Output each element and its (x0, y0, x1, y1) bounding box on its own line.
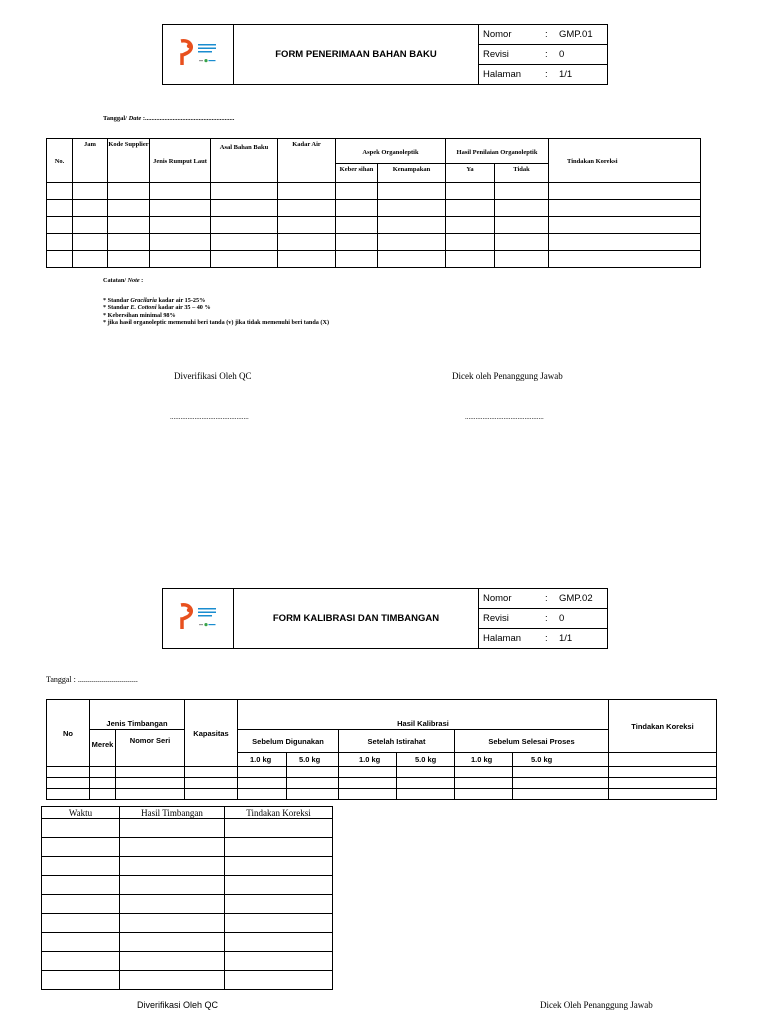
form2-weighing-table (41, 806, 333, 990)
form2-title: FORM KALIBRASI DAN TIMBANGAN (234, 589, 479, 649)
col-kebersihan: Keber sihan (336, 164, 378, 183)
table-row[interactable] (47, 767, 717, 778)
form2-date-field[interactable]: Tanggal : .............................. (46, 675, 138, 684)
col-waktu: Waktu (42, 807, 120, 819)
col-kapasitas: Kapasitas (185, 700, 238, 767)
form1-table (46, 138, 701, 268)
form1-revisi: Revisi : 0 (479, 45, 608, 65)
form1-verified-label: Diverifikasi Oleh QC (174, 371, 252, 381)
table-row[interactable] (42, 933, 333, 952)
company-logo-icon (173, 599, 223, 633)
form1-verified-signature[interactable]: ............................................. (170, 413, 249, 421)
table-row[interactable] (42, 876, 333, 895)
form1-logo-cell (163, 25, 234, 85)
col-selesai: Sebelum Selesai Proses (455, 730, 609, 753)
col-no: No (47, 700, 90, 767)
col-kadar-air: Kadar Air (278, 139, 336, 183)
col-tindakan: Tindakan Koreksi (225, 807, 333, 819)
col-hasil-kalibrasi: Hasil Kalibrasi (238, 700, 609, 730)
table-row[interactable] (47, 789, 717, 800)
col-no: No. (47, 139, 73, 183)
col-setelah: Setelah Istirahat (339, 730, 455, 753)
col-jenis: Jenis Rumput Laut (150, 139, 211, 183)
form1-halaman: Halaman : 1/1 (479, 65, 608, 85)
col-w5: 5.0 kg (513, 753, 609, 767)
col-tindakan: Tindakan Koreksi (549, 139, 701, 183)
col-sebelum: Sebelum Digunakan (238, 730, 339, 753)
col-nomor-seri: Nomor Seri (116, 730, 185, 767)
table-row[interactable] (47, 234, 701, 251)
col-jenis-timbangan: Jenis Timbangan (90, 700, 185, 730)
col-w5: 5.0 kg (397, 753, 455, 767)
col-hasil-timbangan: Hasil Timbangan (120, 807, 225, 819)
form1-header (162, 24, 608, 85)
form2-table (46, 699, 717, 800)
form2-verified-label: Diverifikasi Oleh QC (137, 1000, 219, 1010)
form1-checked-label: Dicek oleh Penanggung Jawab (452, 371, 563, 381)
col-w5: 5.0 kg (287, 753, 339, 767)
col-w1: 1.0 kg (339, 753, 397, 767)
table-row[interactable] (42, 895, 333, 914)
table-row[interactable] (47, 778, 717, 789)
form2-logo-cell (163, 589, 234, 649)
col-aspek: Aspek Organoleptik (336, 139, 446, 164)
col-w1: 1.0 kg (455, 753, 513, 767)
table-row[interactable] (47, 251, 701, 268)
form1-date-field[interactable]: Tanggal/ Date :....................................................... (103, 115, 235, 122)
table-row[interactable] (42, 838, 333, 857)
form2-nomor: Nomor : GMP.02 (479, 589, 608, 609)
form1-nomor: Nomor : GMP.01 (479, 25, 608, 45)
form1-checked-signature[interactable]: ............................................. (465, 413, 544, 421)
company-logo-icon (173, 35, 223, 69)
col-hasil: Hasil Penilaian Organoleptik (446, 139, 549, 164)
table-row[interactable] (47, 200, 701, 217)
table-row[interactable] (47, 217, 701, 234)
col-jam: Jam (73, 139, 108, 183)
table-row[interactable] (42, 914, 333, 933)
form2-header (162, 588, 608, 649)
col-tidak: Tidak (495, 164, 549, 183)
table-row[interactable] (42, 971, 333, 990)
table-row[interactable] (42, 952, 333, 971)
col-w1: 1.0 kg (238, 753, 287, 767)
form2-revisi: Revisi : 0 (479, 609, 608, 629)
form1-notes: Catatan/ Note : * Standar Gracilaria kadar air 15-25% * Standar E. Cottoni kadar air 35 – 40 % * Kebersihan minimal 98% * jika hasil organoleptic memenuhi beri tanda (v) jika tidak memenuhi beri tanda (X) (103, 277, 330, 326)
col-kenampakan: Kenampakan (378, 164, 446, 183)
col-kode-supplier: Kode Supplier (108, 139, 150, 183)
col-ya: Ya (446, 164, 495, 183)
col-merek: Merek (90, 730, 116, 767)
table-row[interactable] (47, 183, 701, 200)
col-tindakan: Tindakan Koreksi (609, 700, 717, 753)
form1-title: FORM PENERIMAAN BAHAN BAKU (234, 25, 479, 85)
table-row[interactable] (42, 857, 333, 876)
col-asal: Asal Bahan Baku (211, 139, 278, 183)
form2-checked-label: Dicek Oleh Penanggung Jawab (540, 1000, 653, 1010)
table-row[interactable] (42, 819, 333, 838)
form2-halaman: Halaman : 1/1 (479, 629, 608, 649)
